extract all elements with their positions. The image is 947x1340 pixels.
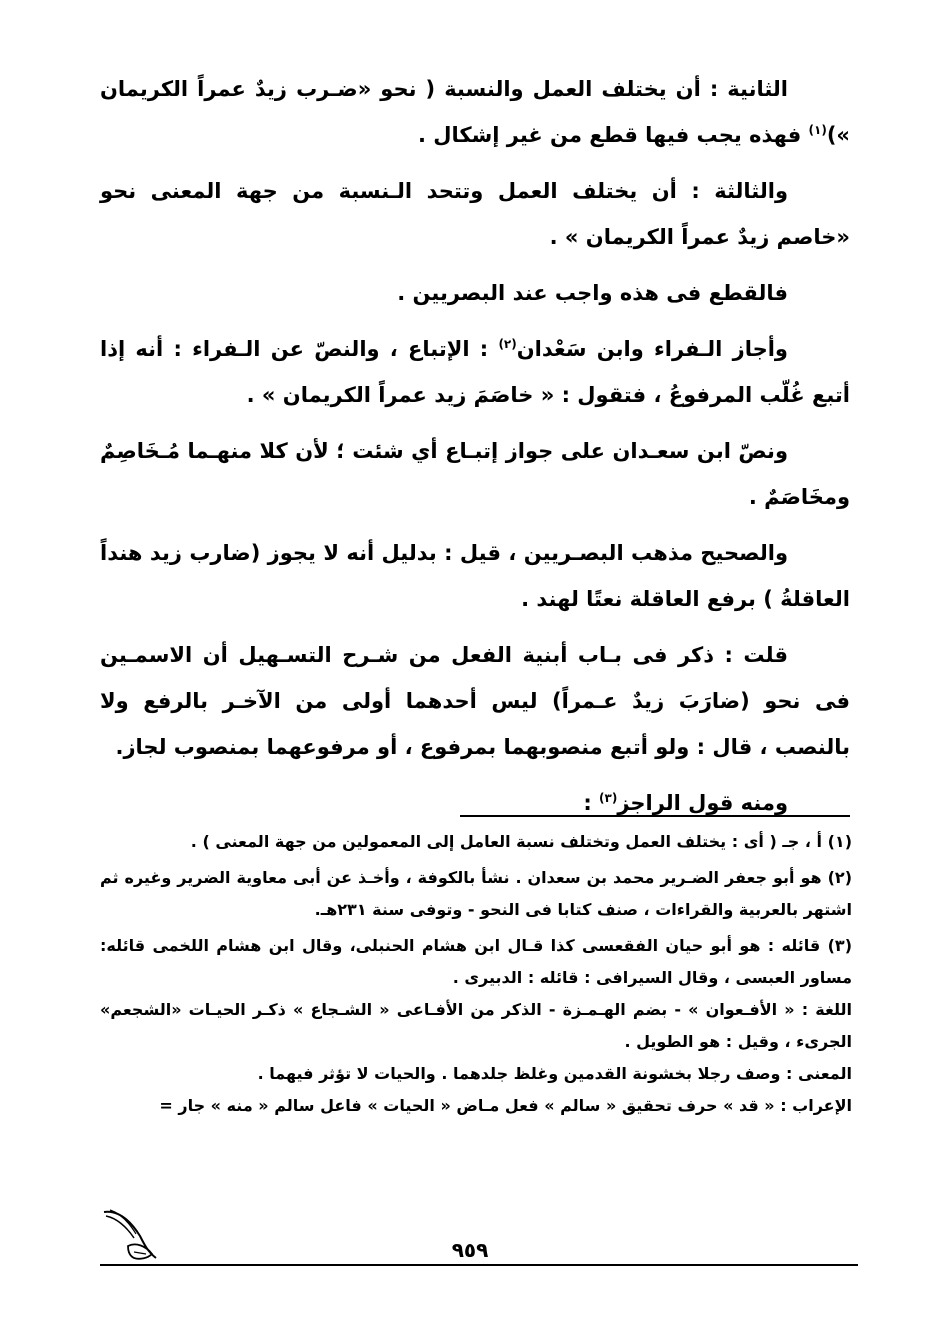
paragraph-7: قلت : ذكر فى بـاب أبنية الفعل من شـرح التسـهيل أن الاسمـين فى نحو (ضارَبَ زيدٌ عـمراً) ليس أحدهما أولى من الآخـر بالرفع ولا بالنصب ، قال : ولو أتبع منصوبهما بمرفوع ، أو مرفوعهما بمنصوب لجاز. xyxy=(100,643,850,759)
footnote-marker-1: (١) xyxy=(808,123,827,137)
footnote-2 xyxy=(100,862,852,926)
bottom-rule xyxy=(100,1264,858,1266)
paragraph-8-text-a: ومنه قول الراجز xyxy=(617,791,788,815)
footnote-2-text: (٢) هو أبو جعفر الضـرير محمد بن سعدان . نشأ بالكوفة ، وأخـذ عن أبى معاوية الضرير وغيره ثم اشتهر بالعربية والقراءات ، صنف كتابا فى النحو - وتوفى سنة ٢٣١هـ. xyxy=(100,868,852,919)
paragraph-4-text-b: : الإتباع ، والنصّ عن الـفراء : أنه إذا أتبع غُلّب المرفوعُ ، فتقول : « خاصَمَ زيد عمراً الكريمان » . xyxy=(100,337,850,407)
footnote-3-maana: المعنى : وصف رجلا بخشونة القدمين وغلظ جلدهما . والحيات لا تؤثر فيهما . xyxy=(257,1064,852,1083)
paragraph-2: والثالثة : أن يختلف العمل وتتحد الـنسبة من جهة المعنى نحو «خاصم زيدٌ عمراً الكريمان » . xyxy=(100,179,850,249)
paragraph-6: والصحيح مذهب البصـريين ، قيل : بدليل أنه لا يجوز (ضارب زيد هنداً العاقلةُ ) برفع العاقلة نعتًا لهند . xyxy=(100,541,850,611)
paragraph-8-text-b: : xyxy=(583,791,600,815)
paragraph-1-text-a: الثانية : أن يختلف العمل والنسبة ( نحو «ضـرب زيدٌ عمراً الكريمان ») xyxy=(100,77,850,147)
footnote-marker-2: (٢) xyxy=(498,337,517,351)
paragraph-5: ونصّ ابن سعـدان على جواز إتبـاع أي شئت ؛ لأن كلا منهـما مُـخَاصِمٌ ومخَاصَمٌ . xyxy=(100,439,850,509)
page-number: ٩٥٩ xyxy=(451,1238,489,1262)
paragraph-4-text-a: وأجاز الـفراء وابن سَعْدان xyxy=(516,337,788,361)
footnote-3-irab: الإعراب : « قد » حرف تحقيق « سالم » فعل مـاض « الحيات » فاعل سالم « منه » جار = xyxy=(159,1096,852,1115)
paragraph-8 xyxy=(100,780,850,826)
paragraph-3: فالقطع فى هذه واجب عند البصريين . xyxy=(397,281,788,305)
footnote-1 xyxy=(100,826,852,858)
footnote-1-text: (١) أ ، جـ ( أى : يختلف العمل وتختلف نسبة العامل إلى المعمولين من جهة المعنى ) . xyxy=(190,832,852,851)
quill-pen-icon xyxy=(100,1206,170,1266)
footnote-3 xyxy=(100,930,852,1122)
paragraph-1-text-b: فهذه يجب فيها قطع من غير إشكال . xyxy=(418,123,809,147)
footnote-3-lugha: اللغة : « الأفـعوان » - بضم الهـمـزة - الذكر من الأفـاعى « الشـجاع » ذكـر الحيـات «الشجعم» الجرىء ، وقيل : هو الطويل . xyxy=(100,1000,852,1051)
footnote-3-text: (٣) قائله : هو أبو حيان الفقعسى كذا قـال ابن هشام الحنبلى، وقال ابن هشام اللخمى قائله: مساور العبسى ، وقال السيرافى : قائله : الدبيرى . xyxy=(100,936,852,987)
footnote-marker-3: (٣) xyxy=(599,791,618,805)
footnote-divider xyxy=(460,815,850,817)
paragraph-4 xyxy=(100,326,850,418)
main-text xyxy=(100,66,850,826)
paragraph-1 xyxy=(100,66,850,158)
footnotes xyxy=(100,826,852,1126)
